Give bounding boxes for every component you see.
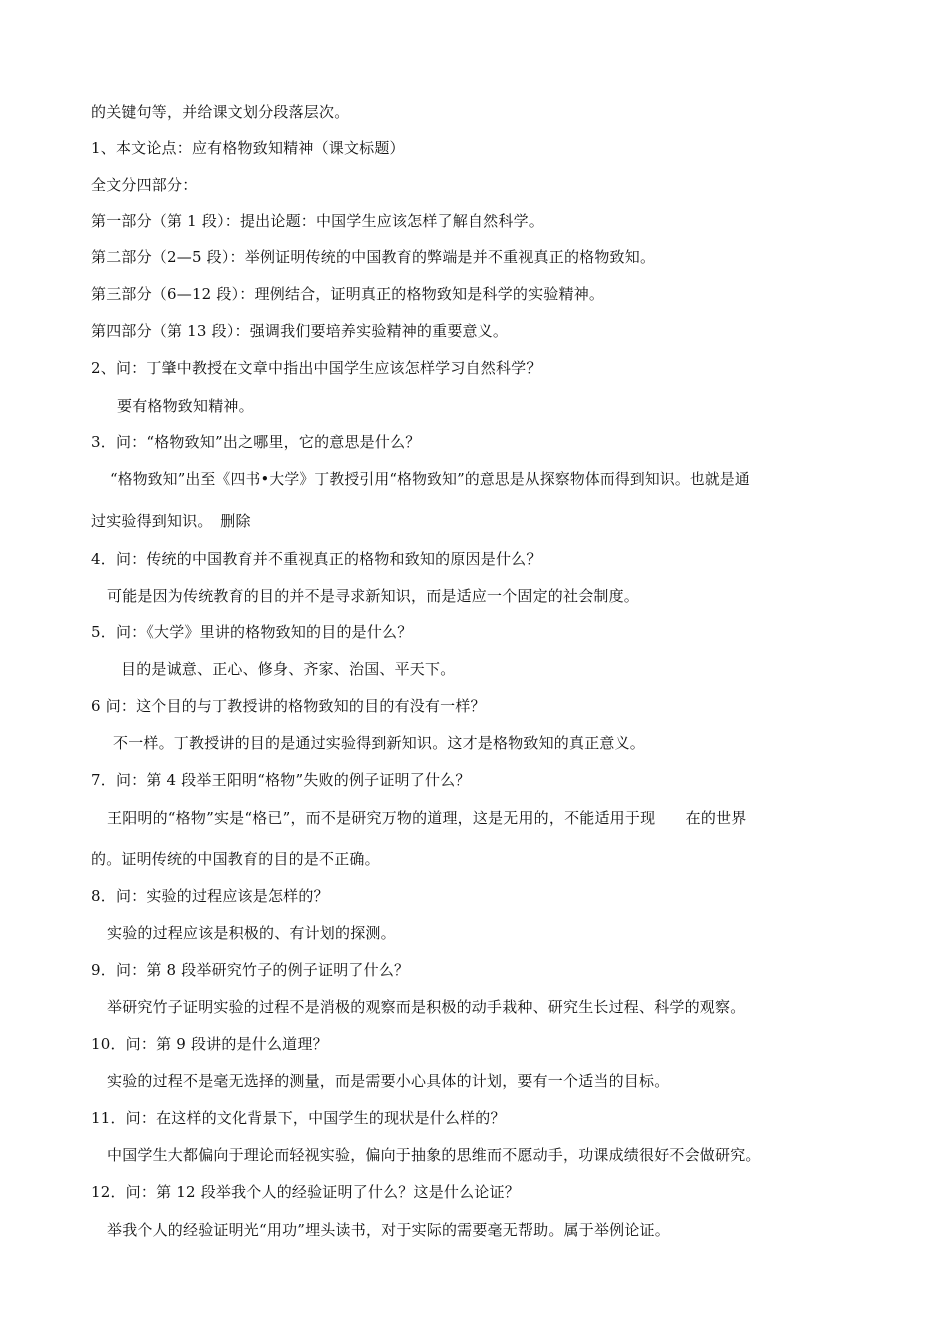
text-line: 第三部分（6—12 段）：理例结合，证明真正的格物致知是科学的实验精神。 bbox=[91, 285, 605, 303]
text-line: 11．问：在这样的文化背景下，中国学生的现状是什么样的？ bbox=[91, 1109, 506, 1127]
text-line: 举我个人的经验证明光“用功”埋头读书，对于实际的需要毫无帮助。属于举例论证。 bbox=[107, 1221, 670, 1239]
text-line: “格物致知”出至《四书•大学》丁教授引用“格物致知”的意思是从探察物体而得到知识。也就是通 bbox=[110, 471, 750, 488]
text-line: 目的是诚意、正心、修身、齐家、治国、平天下。 bbox=[121, 660, 456, 678]
text-line: 4．问：传统的中国教育并不重视真正的格物和致知的原因是什么？ bbox=[91, 550, 542, 568]
text-line: 6 问：这个目的与丁教授讲的格物致知的目的有没有一样？ bbox=[91, 697, 486, 715]
text-line: 8．问：实验的过程应该是怎样的？ bbox=[91, 887, 329, 905]
text-line: 全文分四部分： bbox=[91, 176, 198, 194]
text-line: 不一样。丁教授讲的目的是通过实验得到新知识。这才是格物致知的真正意义。 bbox=[113, 734, 646, 752]
text-line: 5．问：《大学》里讲的格物致知的目的是什么？ bbox=[91, 623, 413, 641]
text-line: 中国学生大都偏向于理论而轻视实验，偏向于抽象的思维而不愿动手，功课成绩很好不会做研究。 bbox=[107, 1146, 761, 1164]
text-line: 2、问：丁肇中教授在文章中指出中国学生应该怎样学习自然科学？ bbox=[91, 359, 542, 377]
text-line: 的。证明传统的中国教育的目的是不正确。 bbox=[91, 850, 380, 868]
text-line: 第四部分（第 13 段）：强调我们要培养实验精神的重要意义。 bbox=[91, 322, 509, 340]
text-line: 要有格物致知精神。 bbox=[117, 397, 254, 415]
text-line: 10．问：第 9 段讲的是什么道理？ bbox=[91, 1035, 328, 1053]
text-line: 3．问：“格物致知”出之哪里，它的意思是什么？ bbox=[91, 433, 421, 451]
text-line: 7．问：第 4 段举王阳明“格物”失败的例子证明了什么？ bbox=[91, 771, 471, 789]
text-line: 过实验得到知识。 删除 bbox=[91, 512, 251, 530]
text-line: 王阳明的“格物”实是“格已”，而不是研究万物的道理，这是无用的，不能适用于现 在的世界 bbox=[107, 809, 747, 827]
text-line: 1、本文论点：应有格物致知精神（课文标题） bbox=[91, 139, 405, 157]
text-line: 实验的过程不是毫无选择的测量，而是需要小心具体的计划，要有一个适当的目标。 bbox=[107, 1072, 670, 1090]
text-line: 可能是因为传统教育的目的并不是寻求新知识，而是适应一个固定的社会制度。 bbox=[107, 587, 640, 605]
text-line: 举研究竹子证明实验的过程不是消极的观察而是积极的动手栽种、研究生长过程、科学的观察。 bbox=[107, 998, 746, 1016]
text-line: 实验的过程应该是积极的、有计划的探测。 bbox=[107, 924, 396, 942]
text-line: 9．问：第 8 段举研究竹子的例子证明了什么？ bbox=[91, 961, 410, 979]
text-line: 的关键句等，并给课文划分段落层次。 bbox=[91, 103, 350, 121]
text-line: 第一部分（第 1 段）：提出论题：中国学生应该怎样了解自然科学。 bbox=[91, 212, 544, 230]
text-line: 12．问：第 12 段举我个人的经验证明了什么？这是什么论证？ bbox=[91, 1183, 520, 1201]
text-line: 第二部分（2—5 段）：举例证明传统的中国教育的弊端是并不重视真正的格物致知。 bbox=[91, 248, 656, 266]
